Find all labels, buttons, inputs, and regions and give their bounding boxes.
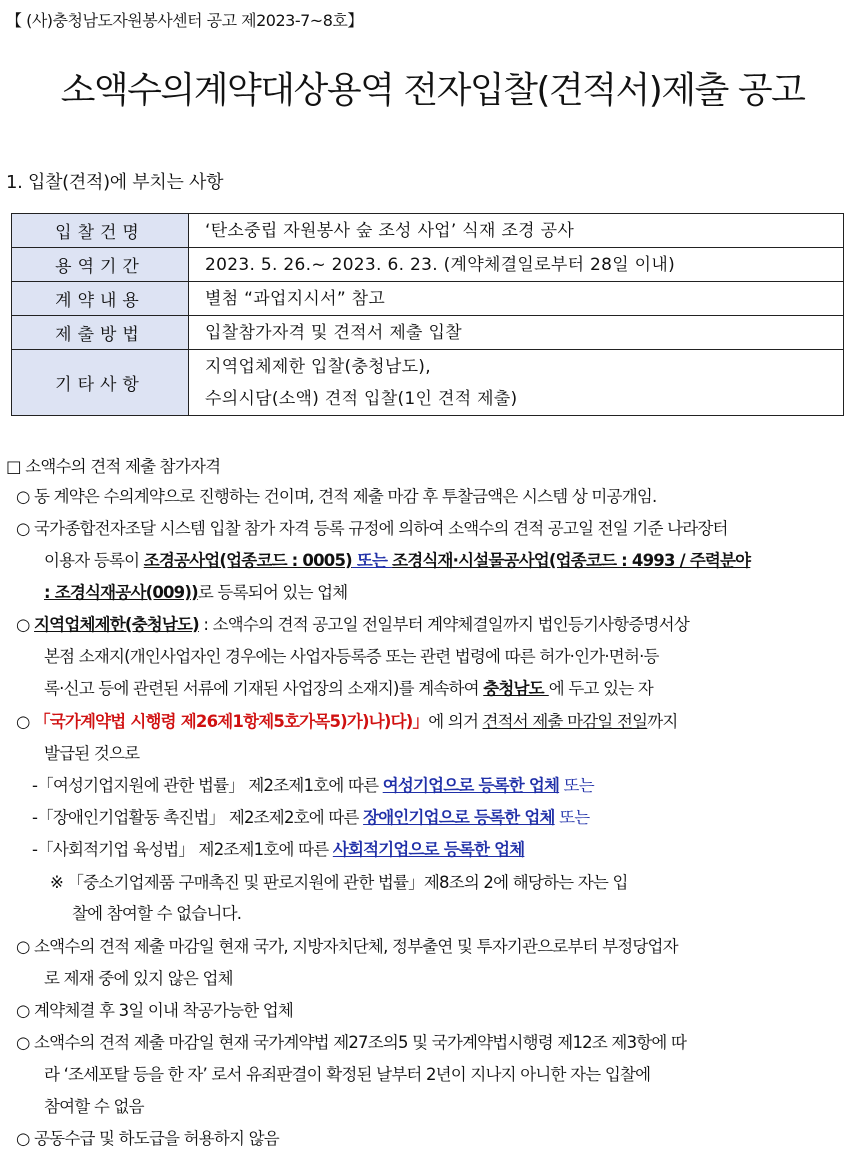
list-item-continued: : 조경식재공사(009))로 등록되어 있는 업체 — [44, 583, 348, 602]
table-row — [12, 282, 844, 316]
list-item: ○ 공동수급 및 하도급을 허용하지 않음 — [16, 1129, 279, 1148]
row-value: 지역업체제한 입찰(충청남도), 수의시담(소액) 견적 입찰(1인 견적 제출) — [189, 350, 844, 416]
section1-heading: 1. 입찰(견적)에 부치는 사항 — [6, 172, 224, 193]
row-label: 용역기간 — [12, 248, 189, 282]
row-value: 2023. 5. 26.~ 2023. 6. 23. (계약체결일로부터 28일 이내) — [189, 248, 844, 282]
list-item-continued: 발급된 것으로 — [44, 744, 140, 763]
notice-number: 【 (사)충청남도자원봉사센터 공고 제2023-7~8호】 — [6, 11, 363, 30]
list-item-continued: 록·신고 등에 관련된 서류에 기재된 사업장의 소재지)를 계속하여 충청남도 에 두고 있는 자 — [44, 679, 653, 698]
row-value: ‘탄소중립 자원봉사 숲 조성 사업’ 식재 조경 공사 — [189, 214, 844, 248]
row-label: 제출방법 — [12, 316, 189, 350]
list-item: ○ 소액수의 견적 제출 마감일 현재 국가계약법 제27조의5 및 국가계약법시행령 제12조 제3항에 따 — [16, 1033, 687, 1052]
list-item-continued: 이용자 등록이 조경공사업(업종코드 : 0005) 또는 조경식재·시설물공사업(업종코드 : 4993 / 주력분야 — [44, 551, 751, 570]
list-item: ○ 동 계약은 수의계약으로 진행하는 건이며, 견적 제출 마감 후 투찰금액은 시스템 상 미공개임. — [16, 487, 657, 506]
list-item-continued: 본점 소재지(개인사업자인 경우에는 사업자등록증 또는 관련 법령에 따른 허가·인가·면허·등 — [44, 647, 659, 666]
list-item-continued: 참여할 수 없음 — [44, 1097, 144, 1116]
info-table — [11, 213, 844, 416]
list-item: ○ 「국가계약법 시행령 제26제1항제5호가목5)가)나)다)」에 의거 견적서 제출 마감일 전일까지 — [16, 712, 678, 731]
sub-item: -「장애인기업활동 촉진법」 제2조제2호에 따른 장애인기업으로 등록한 업체 또는 — [32, 808, 590, 827]
list-item: ○ 국가종합전자조달 시스템 입찰 참가 자격 등록 규정에 의하여 소액수의 견적 공고일 전일 기준 나라장터 — [16, 519, 728, 538]
note: ※ 「중소기업제품 구매촉진 및 판로지원에 관한 법률」제8조의 2에 해당하는 자는 입 — [50, 873, 628, 892]
row-label: 계약내용 — [12, 282, 189, 316]
page-title: 소액수의계약대상용역 전자입찰(견적서)제출 공고 — [60, 70, 805, 111]
qualification-heading: □ 소액수의 견적 제출 참가자격 — [6, 457, 221, 476]
table-row — [12, 316, 844, 350]
table-row — [12, 248, 844, 282]
row-label: 입찰건명 — [12, 214, 189, 248]
table-row — [12, 350, 844, 416]
list-item-continued: 라 ‘조세포탈 등을 한 자’ 로서 유죄판결이 확정된 날부터 2년이 지나지 아니한 자는 입찰에 — [44, 1065, 651, 1084]
row-label: 기타사항 — [12, 350, 189, 416]
row-value: 입찰참가자격 및 견적서 제출 입찰 — [189, 316, 844, 350]
note-continued: 찰에 참여할 수 없습니다. — [72, 904, 242, 923]
sub-item: -「사회적기업 육성법」 제2조제1호에 따른 사회적기업으로 등록한 업체 — [32, 840, 525, 859]
list-item: ○ 소액수의 견적 제출 마감일 현재 국가, 지방자치단체, 정부출연 및 투자기관으로부터 부정당업자 — [16, 937, 678, 956]
list-item: ○ 계약체결 후 3일 이내 착공가능한 업체 — [16, 1001, 294, 1020]
list-item-continued: 로 제재 중에 있지 않은 업체 — [44, 969, 233, 988]
list-item: ○ 지역업체제한(충청남도) : 소액수의 견적 공고일 전일부터 계약체결일까지 법인등기사항증명서상 — [16, 615, 689, 634]
table-row — [12, 214, 844, 248]
sub-item: -「여성기업지원에 관한 법률」 제2조제1호에 따른 여성기업으로 등록한 업체 또는 — [32, 776, 594, 795]
row-value: 별첨 “과업지시서” 참고 — [189, 282, 844, 316]
